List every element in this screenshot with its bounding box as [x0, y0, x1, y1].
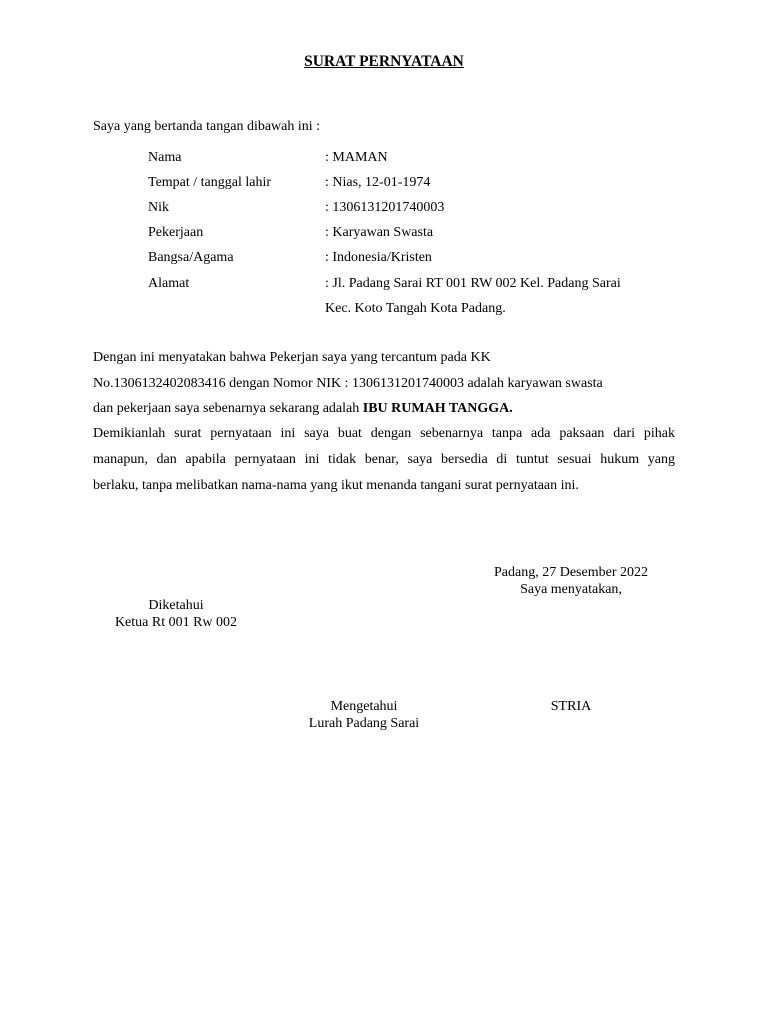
body-line-3-text: dan pekerjaan saya sebenarnya sekarang adalah: [93, 401, 363, 416]
closing-line-2: manapun, dan apabila pernyataan ini tidak benar, saya bersedia di tuntut sesuai hukum yang: [93, 452, 675, 467]
rt-head-label: Ketua Rt 001 Rw 002: [114, 615, 238, 630]
identity-value-bangsa-agama: : Indonesia/Kristen: [325, 250, 432, 265]
signer-name: STRIA: [550, 699, 592, 714]
identity-label-nama: Nama: [148, 150, 182, 165]
identity-value-nama: : MAMAN: [325, 150, 388, 165]
identity-value-nik: : 1306131201740003: [325, 200, 445, 215]
lurah-known-label: Mengetahui: [330, 699, 398, 714]
occupation-emphasis: IBU RUMAH TANGGA.: [362, 401, 513, 416]
place-date: Padang, 27 Desember 2022: [494, 565, 648, 580]
identity-label-alamat: Alamat: [148, 276, 190, 291]
body-line-2: No.1306132402083416 dengan Nomor NIK : 1306131201740003 adalah karyawan swasta: [93, 376, 603, 391]
closing-line-1: Demikianlah surat pernyataan ini saya buat dengan sebenarnya tanpa ada paksaan dari pihak: [93, 426, 675, 441]
identity-value-alamat-cont: Kec. Koto Tangah Kota Padang.: [325, 301, 506, 316]
intro-text: Saya yang bertanda tangan dibawah ini :: [93, 119, 321, 134]
letter-title: SURAT PERNYATAAN: [304, 53, 464, 70]
identity-value-alamat: : Jl. Padang Sarai RT 001 RW 002 Kel. Padang Sarai: [325, 276, 621, 291]
declarant-label: Saya menyatakan,: [520, 582, 622, 597]
body-line-3: [93, 401, 675, 417]
closing-line-3: berlaku, tanpa melibatkan nama-nama yang ikut menanda tangani surat pernyataan ini.: [93, 478, 579, 493]
identity-label-ttl: Tempat / tanggal lahir: [148, 175, 272, 190]
identity-value-ttl: : Nias, 12-01-1974: [325, 175, 431, 190]
identity-label-pekerjaan: Pekerjaan: [148, 225, 204, 240]
identity-label-bangsa-agama: Bangsa/Agama: [148, 250, 234, 265]
rt-known-label: Diketahui: [148, 598, 204, 613]
lurah-title-label: Lurah Padang Sarai: [308, 716, 420, 731]
identity-label-nik: Nik: [148, 200, 169, 215]
body-line-1: Dengan ini menyatakan bahwa Pekerjan saya yang tercantum pada KK: [93, 350, 491, 365]
identity-value-pekerjaan: : Karyawan Swasta: [325, 225, 434, 240]
